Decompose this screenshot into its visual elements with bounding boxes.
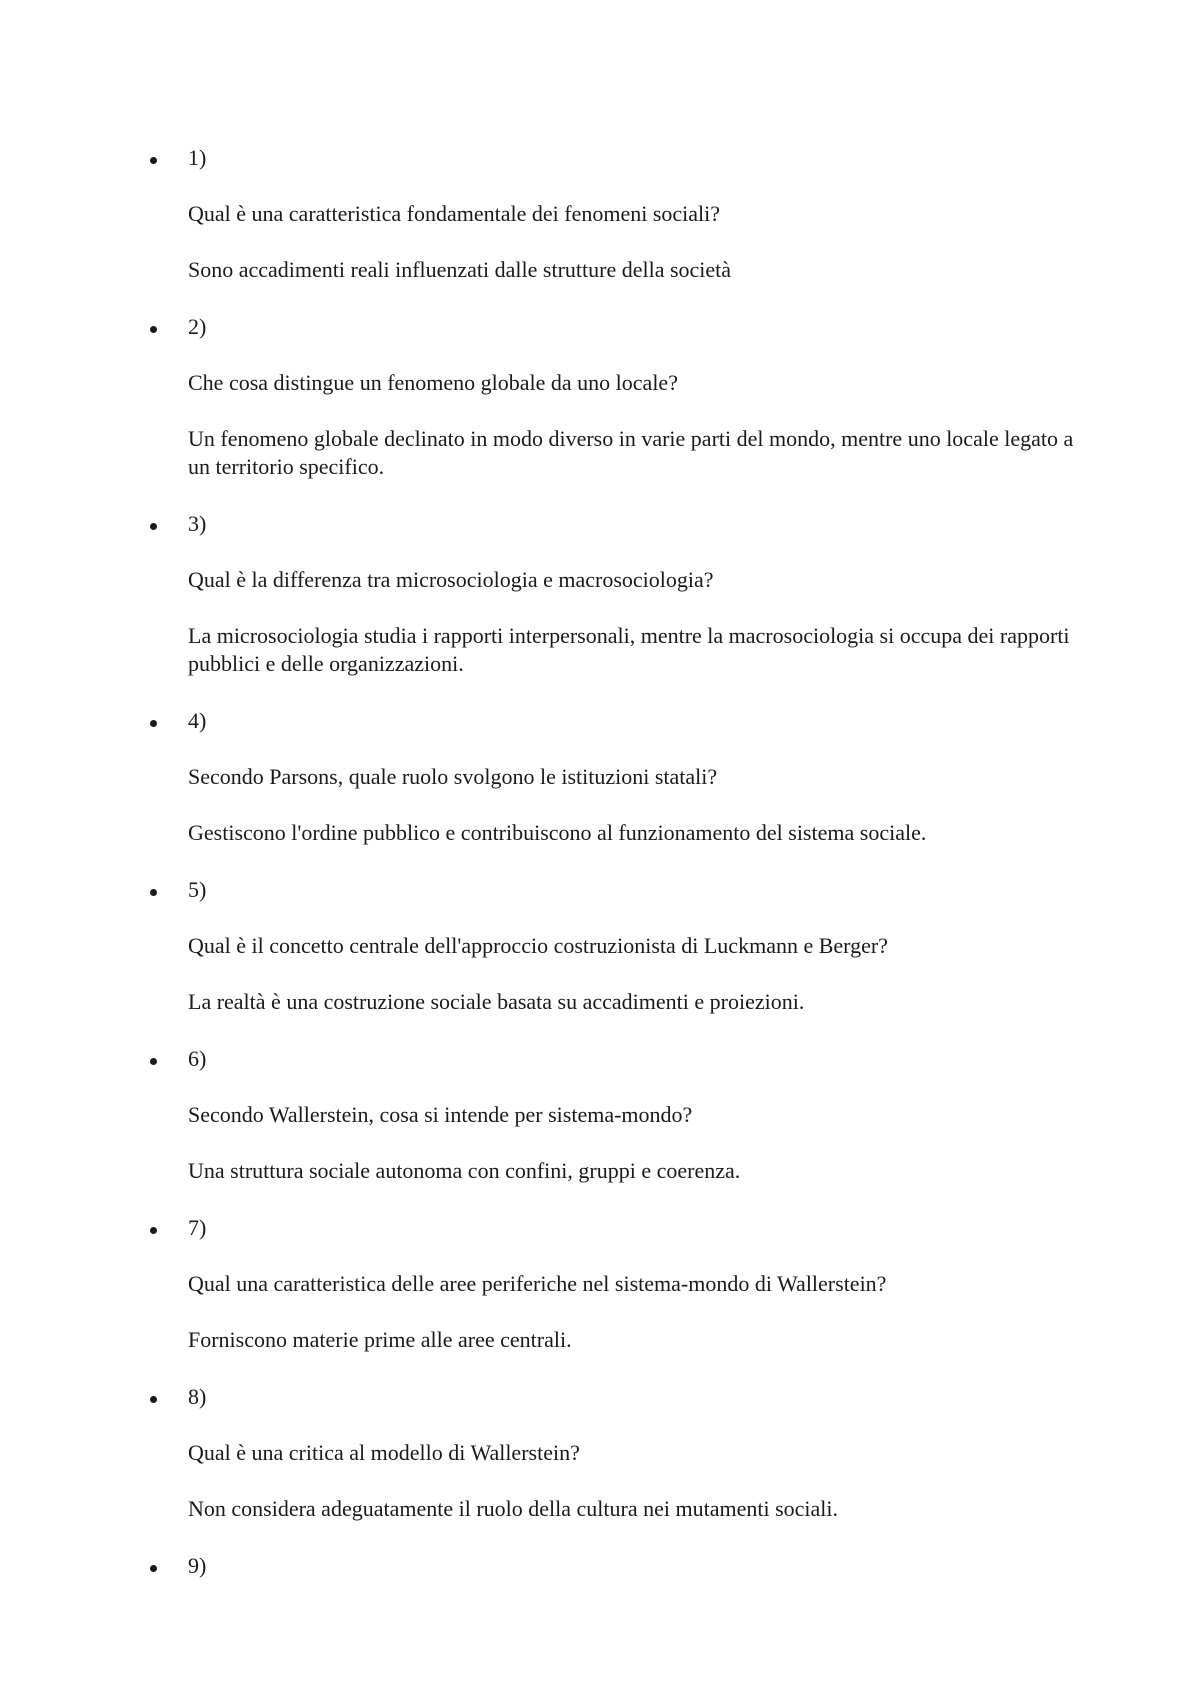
answer-text: Non considera adeguatamente il ruolo della cultura nei mutamenti sociali. <box>188 1496 838 1521</box>
answer-text: Una struttura sociale autonoma con confini, gruppi e coerenza. <box>188 1158 741 1183</box>
bullet-icon <box>150 720 157 727</box>
question-text: Secondo Parsons, quale ruolo svolgono le istituzioni statali? <box>188 764 718 789</box>
item-number: 2) <box>188 314 207 339</box>
question-text: Qual è la differenza tra microsociologia e macrosociologia? <box>188 567 714 592</box>
item-number: 4) <box>188 708 207 733</box>
question-text: Che cosa distingue un fenomeno globale da uno locale? <box>188 370 678 395</box>
answer-text: Forniscono materie prime alle aree centrali. <box>188 1327 572 1352</box>
bullet-icon <box>150 1058 157 1065</box>
item-number: 8) <box>188 1384 207 1409</box>
bullet-icon <box>150 1565 157 1572</box>
question-text: Qual è il concetto centrale dell'approccio costruzionista di Luckmann e Berger? <box>188 933 888 958</box>
answer-text: La realtà è una costruzione sociale basata su accadimenti e proiezioni. <box>188 989 805 1014</box>
item-number: 3) <box>188 511 207 536</box>
item-number: 6) <box>188 1046 207 1071</box>
item-number: 7) <box>188 1215 207 1240</box>
bullet-icon <box>150 157 157 164</box>
question-text: Qual è una critica al modello di Wallerstein? <box>188 1440 580 1465</box>
bullet-icon <box>150 1227 157 1234</box>
bullet-icon <box>150 1396 157 1403</box>
question-text: Qual è una caratteristica fondamentale dei fenomeni sociali? <box>188 201 721 226</box>
answer-text: La microsociologia studia i rapporti interpersonali, mentre la macrosociologia si occupa dei rapporti pubblici e delle organizzazioni. <box>188 623 1070 676</box>
answer-text: Sono accadimenti reali influenzati dalle strutture della società <box>188 257 732 282</box>
bullet-icon <box>150 889 157 896</box>
bullet-icon <box>150 326 157 333</box>
item-number: 1) <box>188 145 207 170</box>
item-number: 5) <box>188 877 207 902</box>
bullet-icon <box>150 523 157 530</box>
question-text: Secondo Wallerstein, cosa si intende per sistema-mondo? <box>188 1102 693 1127</box>
answer-text: Un fenomeno globale declinato in modo diverso in varie parti del mondo, mentre uno locale legato a un territorio specifico. <box>188 426 1074 479</box>
question-text: Qual una caratteristica delle aree periferiche nel sistema-mondo di Wallerstein? <box>188 1271 887 1296</box>
item-number: 9) <box>188 1553 207 1578</box>
answer-text: Gestiscono l'ordine pubblico e contribuiscono al funzionamento del sistema sociale. <box>188 820 927 845</box>
